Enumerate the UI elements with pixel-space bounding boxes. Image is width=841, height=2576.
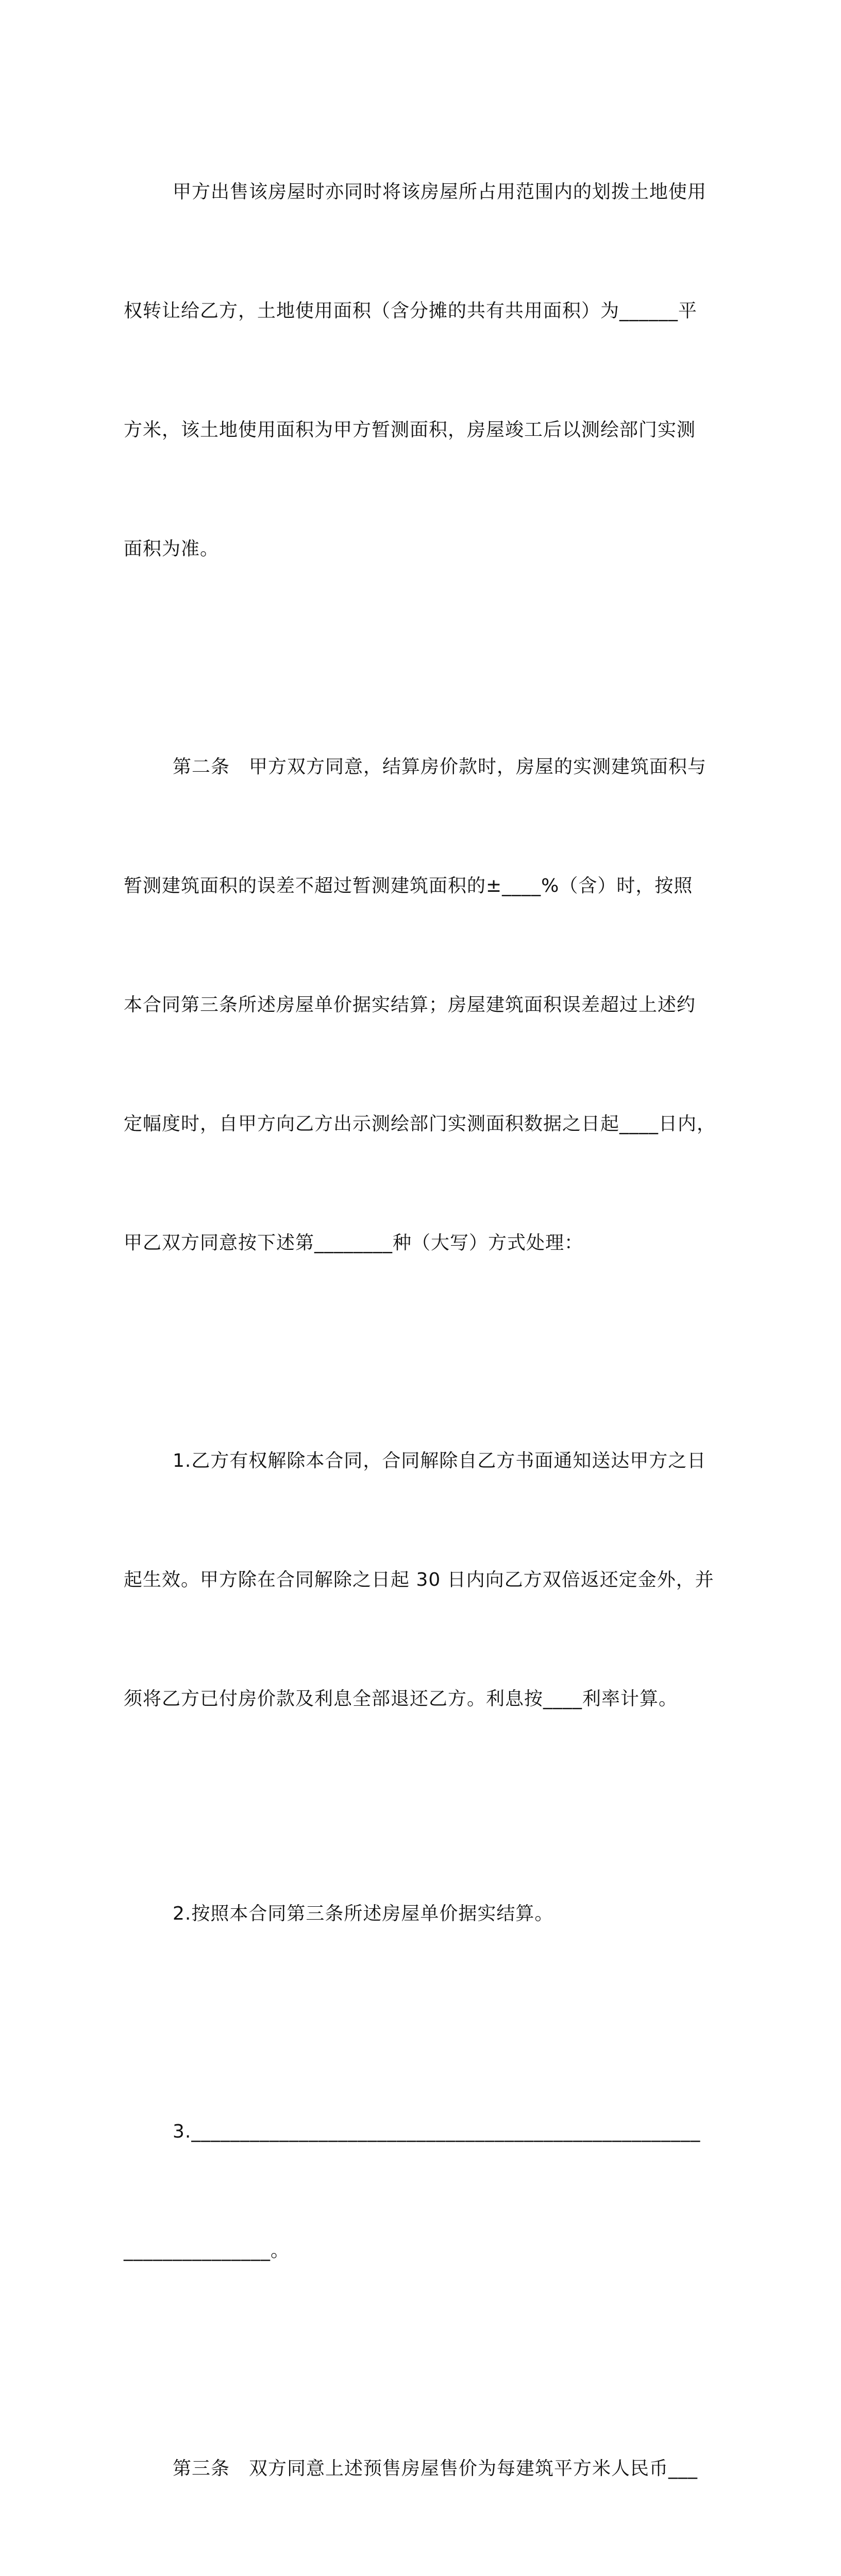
- text-line: 第二条 甲方双方同意，结算房价款时，房屋的实测建筑面积与: [173, 756, 707, 777]
- text-line: [124, 2568, 716, 2576]
- text-line: 本合同第三条所述房屋单价据实结算；房屋建筑面积误差超过上述约: [124, 994, 696, 1015]
- text-line: 面积为准。: [124, 538, 220, 560]
- text-line: 第三条 双方同意上述预售房屋售价为每建筑平方米人民币___: [173, 2458, 698, 2479]
- paragraph-option-3: [124, 2032, 716, 2350]
- text-line: 定幅度时，自甲方向乙方出示测绘部门实测面积数据之日起____日内，: [124, 1113, 716, 1134]
- text-line: 2.按照本合同第三条所述房屋单价据实结算。: [173, 1903, 554, 1924]
- text-line: 方米，该土地使用面积为甲方暂测面积，房屋竣工后以测绘部门实测: [124, 419, 696, 440]
- paragraph-spacer: [124, 648, 716, 668]
- paragraph-article-3: [124, 2369, 716, 2576]
- paragraph-option-1: [124, 1362, 716, 1798]
- document-page: [124, 93, 716, 2576]
- paragraph-spacer: [124, 1342, 716, 1362]
- paragraph-land-use: [124, 93, 716, 648]
- text-line: 3.____________________________________________________: [173, 2121, 701, 2142]
- text-line: 须将乙方已付房价款及利息全部退还乙方。利息按____利率计算。: [124, 1688, 678, 1709]
- text-line: 起生效。甲方除在合同解除之日起 30 日内向乙方双倍返还定金外，并: [124, 1569, 714, 1590]
- text-line: 甲方出售该房屋时亦同时将该房屋所占用范围内的划拨土地使用: [173, 181, 707, 202]
- paragraph-spacer: [124, 1798, 716, 1815]
- text-line: 暂测建筑面积的误差不超过暂测建筑面积的±____%（含）时，按照: [124, 875, 693, 896]
- paragraph-spacer: [124, 2013, 716, 2032]
- text-line: 甲乙双方同意按下述第________种（大写）方式处理：: [124, 1232, 584, 1253]
- paragraph-option-2: [124, 1815, 716, 2013]
- text-line: 1.乙方有权解除本合同，合同解除自乙方书面通知送达甲方之日: [173, 1450, 707, 1471]
- paragraph-article-2: [124, 668, 716, 1342]
- text-line: 权转让给乙方，土地使用面积（含分摊的共有共用面积）为______平: [124, 300, 698, 321]
- text-line: _______________。: [124, 2240, 290, 2261]
- paragraph-spacer: [124, 2350, 716, 2369]
